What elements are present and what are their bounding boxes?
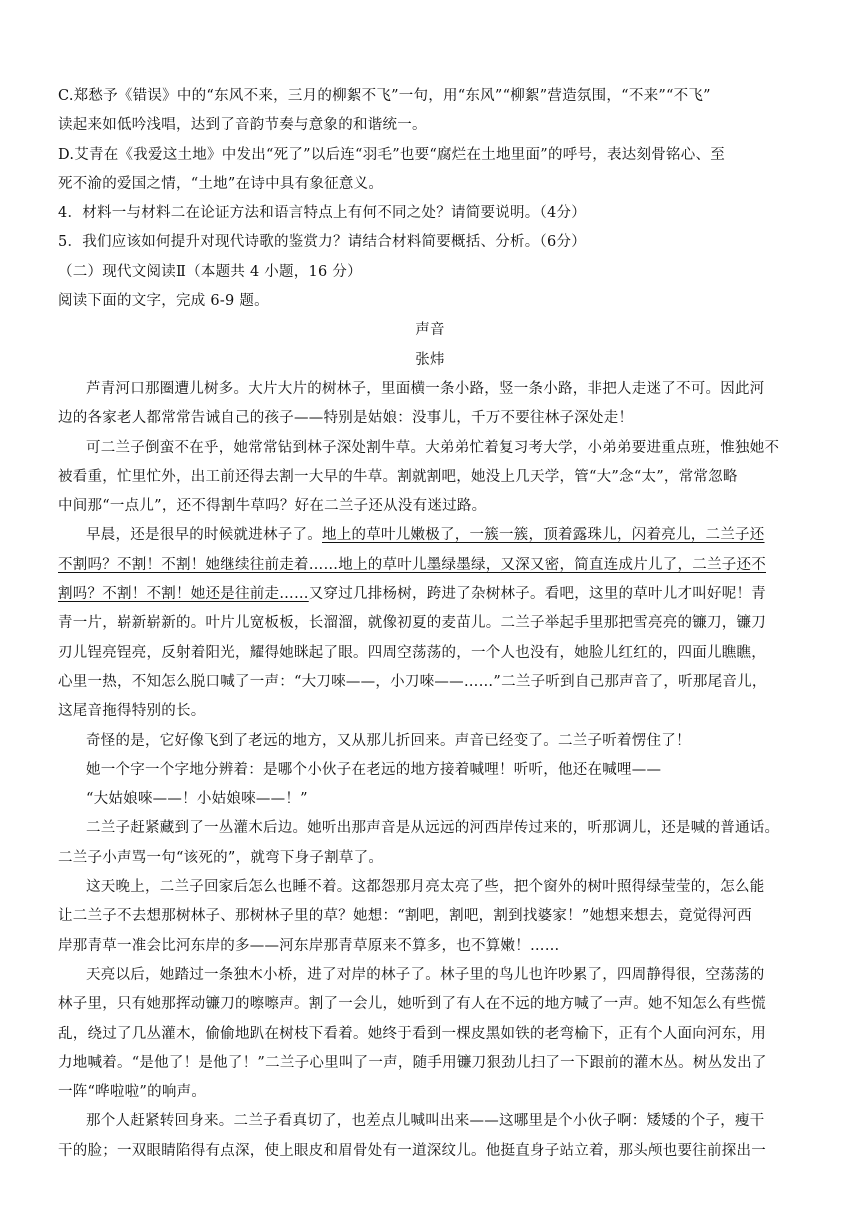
document-body [58,82,802,1166]
paragraph-line: 可二兰子倒蛮不在乎，她常常钻到林子深处割牛草。大弟弟忙着复习考大学，小弟弟要进重点班，惟独她不 [86,439,780,456]
option-c-line-1: C.郑愁予《错误》中的“东风不来，三月的柳絮不飞”一句，用“东风”“柳絮”营造氛围，“不来”“不飞” [58,88,711,104]
section-instruction: 阅读下面的文字，完成 6-9 题。 [58,293,269,310]
paragraph-line: 岸那青草一准会比河东岸的多——河东岸那青草原来不算多，也不算嫩！…… [58,937,560,954]
paragraph-line: 青一片，崭新崭新的。叶片儿宽板板，长溜溜，就像初夏的麦苗儿。二兰子举起手里那把雪亮亮的镰刀，镰刀 [58,615,766,632]
paragraph-line: 乱，绕过了几丛灌木，偷偷地趴在树枝下看着。她终于看到一棵皮黑如铁的老弯榆下，正有个人面向河东，用 [58,1025,766,1042]
paragraph-line: 天亮以后，她踏过一条独木小桥，进了对岸的林子了。林子里的鸟儿也许吵累了，四周静得很，空荡荡的 [86,966,765,983]
paragraph-line [58,521,802,550]
article-author: 张炜 [415,351,445,368]
option-d-line-2: 死不渝的爱国之情，“土地”在诗中具有象征意义。 [58,175,384,192]
paragraph-line: 二兰子赶紧藏到了一丛灌木后边。她听出那声音是从远远的河西岸传过来的，听那调儿，还是喊的普通话。 [86,820,780,837]
question-4: 4．材料一与材料二在论证方法和语言特点上有何不同之处？请简要说明。（4分） [58,205,586,222]
plain-text: 早晨，还是很早的时候就进林子了。 [86,527,322,544]
paragraph-line: 这尾音拖得特别的长。 [58,703,206,720]
underlined-text: 不割吗？不割！不割！她继续往前走着……地上的草叶儿墨绿墨绿，又深又密，简直连成片儿了，二兰子还不 [58,556,766,573]
option-c-line-2: 读起来如低吟浅唱，达到了音韵节奏与意象的和谐统一。 [58,117,427,134]
option-d-line-1: D.艾青在《我爱这土地》中发出“死了”以后连“羽毛”也要“腐烂在土地里面”的呼号，表达刻骨铭心、至 [58,146,725,163]
paragraph-line: “大姑娘唻——！小姑娘唻——！” [86,791,308,808]
paragraph-line: 芦青河口那圈遭儿树多。大片大片的树林子，里面横一条小路，竖一条小路，非把人走迷了不可。因此河 [86,380,765,397]
paragraph-line: 她一个字一个字地分辨着：是哪个小伙子在老远的地方接着喊哩！听听，他还在喊哩—— [86,761,662,778]
paragraph-line: 边的各家老人都常常告诫自己的孩子——特别是姑娘：没事儿，千万不要往林子深处走！ [58,410,634,427]
article-title: 声音 [415,322,445,339]
paragraph-line [58,551,802,580]
question-5: 5．我们应该如何提升对现代诗歌的鉴赏力？请结合材料简要概括、分析。（6分） [58,234,586,251]
paragraph-line: 这天晚上，二兰子回家后怎么也睡不着。这都怨那月亮太亮了些，把个窗外的树叶照得绿莹莹的，怎么能 [86,879,765,896]
paragraph-line: 刃儿锃亮锃亮，反射着阳光，耀得她眯起了眼。四周空荡荡的，一个人也没有，她脸儿红红的，四面儿瞧瞧， [58,644,766,661]
paragraph-line [58,580,802,609]
paragraph-line: 中间那“一点儿”，还不得割牛草吗？好在二兰子还从没有迷过路。 [58,498,487,515]
paragraph-line: 那个人赶紧转回身来。二兰子看真切了，也差点儿喊叫出来——这哪里是个小伙子啊：矮矮的个子，瘦干 [86,1113,765,1130]
paragraph-line: 奇怪的是，它好像飞到了老远的地方，又从那儿折回来。声音已经变了。二兰子听着愣住了！ [86,732,691,749]
paragraph-line: 二兰子小声骂一句“该死的”，就弯下身子割草了。 [58,849,384,866]
underlined-text: 割吗？不割！不割！她还是往前走…… [58,586,309,603]
paragraph-line: 被看重，忙里忙外，出工前还得去割一大早的牛草。割就割吧，她没上几天学，管“大”念“太”，常常忽略 [58,468,738,485]
paragraph-line: 让二兰子不去想那树林子、那树林子里的草？她想：“割吧，割吧，割到找婆家！”她想来想去，竟觉得河西 [58,908,752,925]
plain-text: 又穿过几排杨树，跨进了杂树林子。看吧，这里的草叶儿才叫好呢！青 [308,586,766,603]
paragraph-line: 力地喊着。“是他了！是他了！”二兰子心里叫了一声，随手用镰刀狠劲儿扫了一下跟前的灌木丛。树丛发出了 [58,1054,767,1071]
paragraph-line: 干的脸；一双眼睛陷得有点深，使上眼皮和眉骨处有一道深纹儿。他挺直身子站立着，那头颅也要往前探出一 [58,1142,766,1159]
paragraph-line: 一阵“哗啦啦”的响声。 [58,1084,207,1101]
underlined-text: 地上的草叶儿嫩极了，一簇一簇，顶着露珠儿，闪着亮儿，二兰子还 [322,527,765,544]
paragraph-line: 心里一热，不知怎么脱口喊了一声：“大刀唻——，小刀唻——……”二兰子听到自己那声音了，听那尾音儿， [58,673,767,690]
section-heading: （二）现代文阅读Ⅱ（本题共 4 小题，16 分） [58,263,362,280]
paragraph-line: 林子里，只有她那挥动镰刀的嚓嚓声。割了一会儿，她听到了有人在不远的地方喊了一声。她不知怎么有些慌 [58,996,766,1013]
